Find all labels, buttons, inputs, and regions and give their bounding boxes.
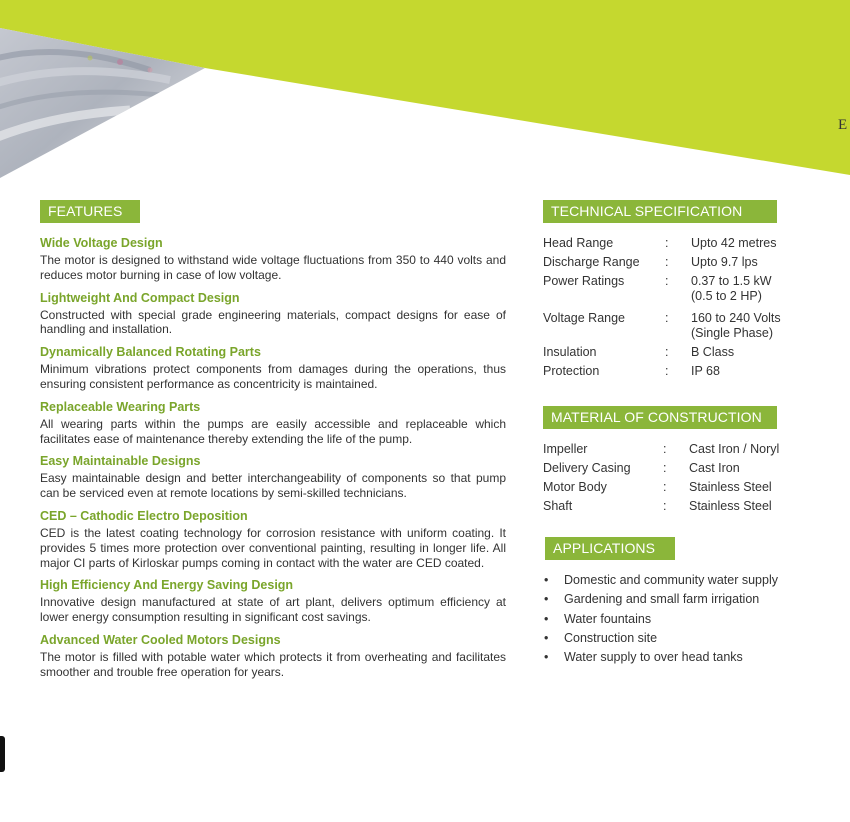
feature-title: Dynamically Balanced Rotating Parts bbox=[40, 345, 261, 360]
spec-separator: : bbox=[665, 364, 669, 378]
material-separator: : bbox=[663, 480, 667, 494]
spec-label: Power Ratings bbox=[543, 274, 625, 288]
material-separator: : bbox=[663, 442, 667, 456]
application-text: Water supply to over head tanks bbox=[564, 650, 743, 665]
spec-row bbox=[543, 308, 843, 345]
spec-value bbox=[691, 274, 843, 308]
application-text: Gardening and small farm irrigation bbox=[564, 592, 760, 607]
features-heading: FEATURES bbox=[40, 200, 140, 223]
bullet-icon: • bbox=[544, 630, 549, 645]
material-label: Impeller bbox=[543, 442, 588, 456]
spec-separator: : bbox=[665, 255, 669, 269]
material-label: Shaft bbox=[543, 499, 573, 513]
feature-text: CED is the latest coating technology for corrosion resistance with uniform coating. It provides 5 times more protection over conventional painting, resulting in longer life. All major CI parts of Kirloskar pumps coming in contact with the water are CED coated. bbox=[40, 525, 506, 570]
spec-value-line: 160 to 240 Volts bbox=[691, 311, 781, 325]
application-item bbox=[541, 571, 778, 590]
spec-value-line: (Single Phase) bbox=[691, 326, 773, 340]
spec-row bbox=[543, 255, 843, 274]
spec-value-line: (0.5 to 2 HP) bbox=[691, 289, 762, 303]
feature-text: Innovative design manufactured at state of art plant, delivers optimum efficiency at lower energy consumption resulting in significant cost savings. bbox=[40, 595, 506, 625]
feature-item bbox=[40, 235, 506, 283]
material-value: Cast Iron bbox=[689, 461, 740, 475]
spec-value: IP 68 bbox=[691, 364, 720, 378]
spec-label: Insulation bbox=[543, 345, 597, 359]
material-row bbox=[543, 480, 843, 499]
feature-title: High Efficiency And Energy Saving Design bbox=[40, 578, 294, 593]
feature-item bbox=[40, 577, 506, 625]
feature-item bbox=[40, 290, 506, 338]
application-item bbox=[541, 648, 778, 667]
spec-separator: : bbox=[665, 236, 669, 250]
spec-value: Upto 9.7 lps bbox=[691, 255, 758, 269]
spec-label: Head Range bbox=[543, 236, 614, 250]
spec-label: Protection bbox=[543, 364, 600, 378]
spec-row bbox=[543, 364, 843, 383]
application-item bbox=[541, 590, 778, 609]
technical-spec-table bbox=[543, 236, 843, 383]
spec-row bbox=[543, 274, 843, 308]
bullet-icon: • bbox=[544, 573, 549, 587]
material-value: Cast Iron / Noryl bbox=[689, 442, 780, 456]
feature-title: Wide Voltage Design bbox=[40, 236, 163, 250]
features-list bbox=[40, 235, 506, 687]
spec-label: Discharge Range bbox=[543, 255, 640, 269]
bullet-icon: • bbox=[544, 611, 549, 626]
applications-list bbox=[541, 571, 778, 667]
feature-item bbox=[40, 632, 506, 680]
material-value: Stainless Steel bbox=[689, 499, 772, 513]
header-banner bbox=[0, 0, 850, 185]
material-row bbox=[543, 499, 843, 518]
spec-separator: : bbox=[665, 311, 669, 325]
material-table bbox=[543, 442, 843, 518]
spec-value-line: 0.37 to 1.5 kW bbox=[691, 274, 772, 288]
technical-spec-heading: TECHNICAL SPECIFICATION bbox=[543, 200, 777, 223]
feature-title: Easy Maintainable Designs bbox=[40, 454, 201, 469]
applications-heading: APPLICATIONS bbox=[545, 537, 675, 560]
feature-text: All wearing parts within the pumps are easily accessible and replaceable which facilitates ease of maintenance thereby extending the life of the pump. bbox=[40, 416, 506, 446]
application-text: Domestic and community water supply bbox=[564, 573, 778, 587]
bullet-icon: • bbox=[544, 650, 549, 665]
feature-text: The motor is filled with potable water which protects it from overheating and facilitates smoother and trouble free operation for years. bbox=[40, 649, 506, 679]
application-item bbox=[541, 629, 778, 648]
edge-letter: E bbox=[838, 117, 848, 133]
material-heading: MATERIAL OF CONSTRUCTION bbox=[543, 406, 777, 429]
feature-text: Minimum vibrations protect components from damages during the operations, thus ensuring consistent performance as concentricity is maintained. bbox=[40, 362, 506, 391]
material-label: Delivery Casing bbox=[543, 461, 631, 475]
material-row bbox=[543, 442, 843, 461]
feature-title: CED – Cathodic Electro Deposition bbox=[40, 508, 248, 523]
feature-item bbox=[40, 453, 506, 501]
spec-label: Voltage Range bbox=[543, 311, 626, 325]
application-text: Water fountains bbox=[564, 611, 652, 626]
feature-item bbox=[40, 508, 506, 570]
bullet-icon: • bbox=[544, 592, 549, 607]
feature-text: Constructed with special grade engineering materials, compact designs for ease of handling and installation. bbox=[40, 307, 506, 337]
feature-item bbox=[40, 344, 506, 392]
material-label: Motor Body bbox=[543, 480, 607, 494]
feature-item bbox=[40, 399, 506, 447]
spec-row bbox=[543, 236, 843, 255]
spec-value: B Class bbox=[691, 345, 735, 359]
feature-title: Lightweight And Compact Design bbox=[40, 290, 240, 305]
edge-mark bbox=[0, 736, 5, 772]
spec-value bbox=[691, 308, 843, 345]
feature-title: Advanced Water Cooled Motors Designs bbox=[40, 632, 281, 647]
spec-separator: : bbox=[665, 345, 669, 359]
material-separator: : bbox=[663, 461, 667, 475]
spec-value: Upto 42 metres bbox=[691, 236, 777, 250]
spec-row bbox=[543, 345, 843, 364]
spec-separator: : bbox=[665, 274, 669, 288]
material-separator: : bbox=[663, 499, 667, 513]
feature-text: The motor is designed to withstand wide voltage fluctuations from 350 to 440 volts and reduces motor burning in case of low voltage. bbox=[40, 253, 506, 282]
material-row bbox=[543, 461, 843, 480]
application-item bbox=[541, 610, 778, 629]
material-value: Stainless Steel bbox=[689, 480, 772, 494]
application-text: Construction site bbox=[564, 630, 658, 645]
feature-text: Easy maintainable design and better interchangeability of components so that pump can be serviced even at remote locations by semi-skilled technicians. bbox=[40, 471, 506, 501]
feature-title: Replaceable Wearing Parts bbox=[40, 399, 201, 414]
